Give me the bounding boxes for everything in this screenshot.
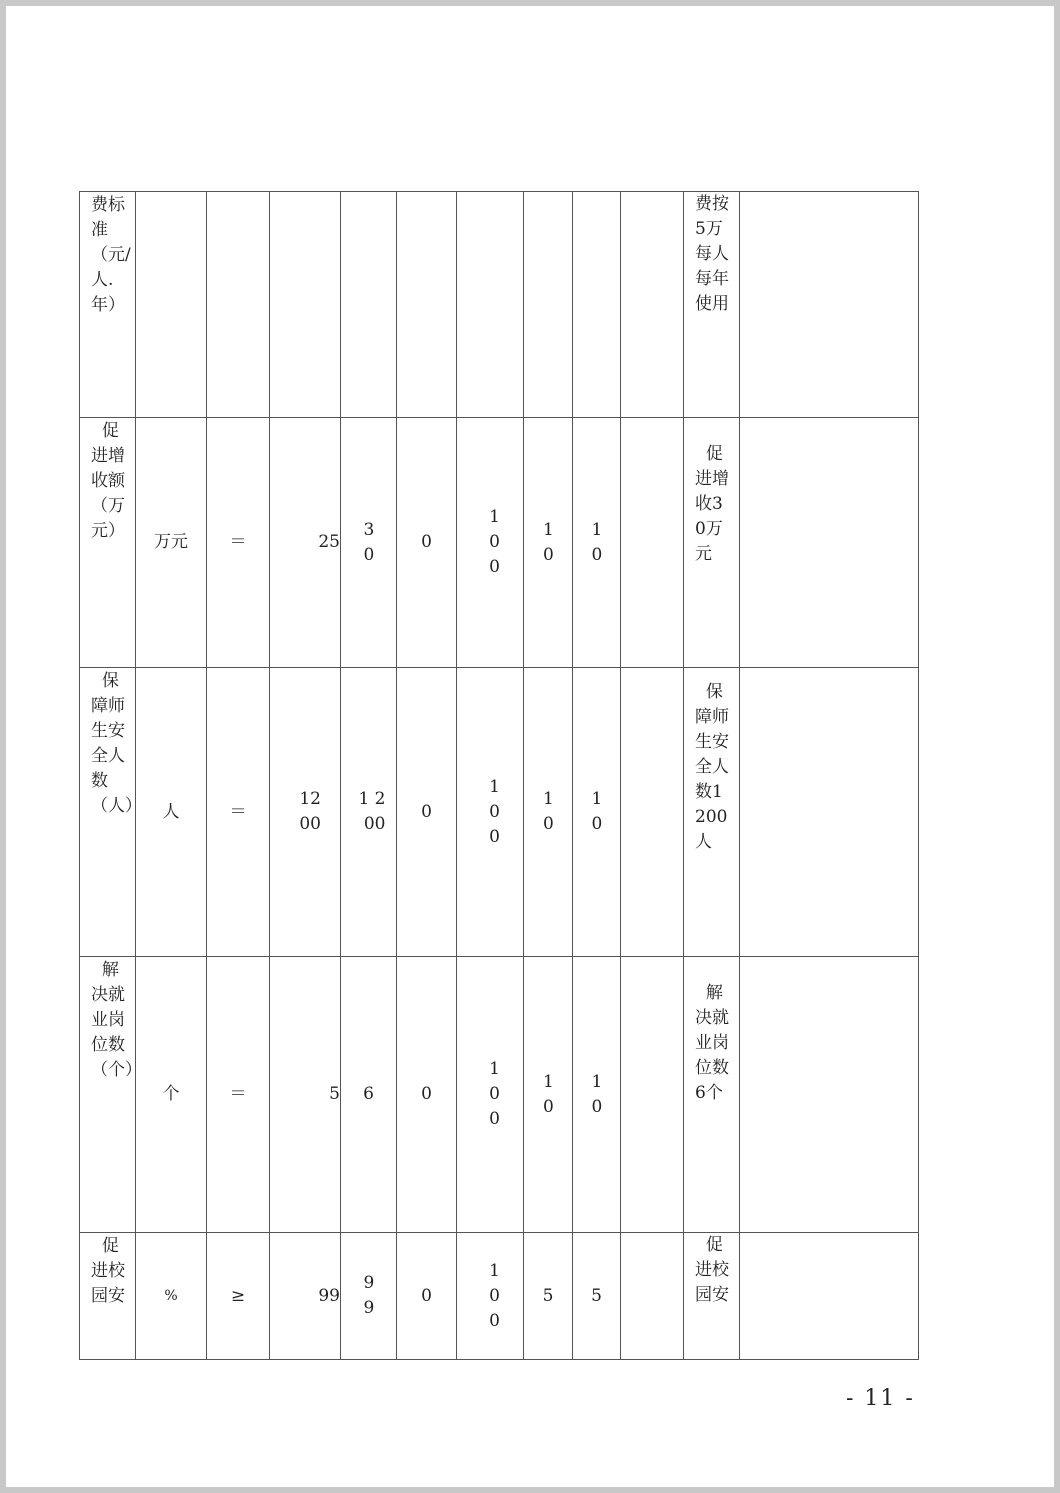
indicator-name: 解决就业岗位数（个） (91, 960, 142, 1080)
remark-cell (740, 192, 919, 418)
note-cell (684, 957, 740, 1233)
blank-cell (621, 957, 684, 1233)
target-cell (341, 668, 397, 957)
value-cell (397, 192, 457, 418)
value-cell (457, 957, 524, 1233)
blank-cell (621, 1233, 684, 1360)
score-text: 10 (543, 789, 554, 834)
note-cell (684, 418, 740, 668)
value-text: 100 (489, 1059, 500, 1129)
operator-text: ＝ (229, 1084, 247, 1104)
score-text: 5 (542, 1285, 554, 1306)
value-cell (457, 1233, 524, 1360)
score-text: 10 (591, 519, 603, 565)
value-text: 0 (421, 1084, 432, 1104)
score-text: 10 (543, 519, 554, 565)
value-cell (397, 1233, 457, 1360)
performance-indicator-table (79, 191, 919, 1360)
score-text: 5 (591, 1285, 602, 1306)
value-cell (457, 668, 524, 957)
value-text: 100 (489, 507, 500, 577)
table-row (80, 192, 919, 418)
unit-cell (136, 668, 207, 957)
note-text: 解决就业岗位数6个 (695, 983, 729, 1103)
note-text: 保障师生安全人数1200人 (695, 682, 729, 852)
indicator-name: 促进增收额（万元） (91, 421, 125, 541)
target-text: 1 200 (358, 789, 386, 834)
operator-text: ≥ (230, 1285, 246, 1306)
note-text: 促进增收30万元 (695, 444, 729, 564)
value-text: 0 (421, 801, 432, 822)
note-text: 促进校园安 (695, 1235, 729, 1305)
target-text: 30 (363, 519, 375, 565)
operator-text: ＝ (229, 532, 247, 552)
table-row (80, 957, 919, 1233)
note-text: 费按5万每人每年使用 (695, 194, 729, 314)
value-cell (457, 418, 524, 668)
operator-cell (207, 418, 270, 668)
indicator-name-cell (80, 957, 142, 1233)
value-cell (397, 418, 457, 668)
operator-cell (207, 192, 270, 418)
baseline-cell (270, 1233, 341, 1360)
score-text: 10 (543, 1071, 554, 1117)
value-text: 0 (421, 532, 432, 552)
baseline-text: 5 (329, 1084, 340, 1104)
operator-cell (207, 1233, 270, 1360)
table-row (80, 418, 919, 668)
remark-cell (740, 418, 919, 668)
unit-text: 人 (162, 801, 180, 822)
unit-cell (136, 957, 207, 1233)
baseline-cell (270, 668, 341, 957)
unit-text: 个 (162, 1084, 180, 1104)
indicator-name: 保障师生安全人数（人） (91, 671, 142, 816)
value-cell (397, 957, 457, 1233)
unit-text: % (164, 1287, 178, 1304)
baseline-text: 99 (318, 1285, 340, 1306)
unit-cell (136, 418, 207, 668)
note-cell (684, 1233, 740, 1360)
target-text: 99 (363, 1273, 375, 1318)
indicator-name-cell (80, 668, 142, 957)
indicator-name: 费标准（元/人.年） (91, 195, 131, 315)
target-cell (341, 192, 397, 418)
remark-cell (740, 957, 919, 1233)
baseline-cell (270, 957, 341, 1233)
indicator-name: 促进校园安 (91, 1236, 125, 1306)
target-cell (341, 1233, 397, 1360)
note-cell (684, 668, 740, 957)
baseline-text: 1200 (299, 789, 321, 834)
score-cell (524, 192, 573, 418)
score-cell (573, 668, 621, 957)
score-cell (524, 418, 573, 668)
score-cell (524, 668, 573, 957)
score-cell (573, 957, 621, 1233)
document-page (6, 6, 1054, 1487)
table-row (80, 668, 919, 957)
table-row (80, 1233, 919, 1360)
unit-text: 万元 (154, 532, 188, 552)
value-cell (457, 192, 524, 418)
value-text: 0 (421, 1285, 432, 1306)
target-text: 6 (363, 1084, 374, 1104)
baseline-cell (270, 418, 341, 668)
value-text: 100 (489, 1260, 500, 1331)
score-cell (573, 1233, 621, 1360)
remark-cell (740, 668, 919, 957)
baseline-cell (270, 192, 341, 418)
unit-cell (136, 192, 207, 418)
remark-cell (740, 1233, 919, 1360)
score-cell (524, 957, 573, 1233)
score-cell (524, 1233, 573, 1360)
operator-text: ＝ (229, 801, 247, 822)
target-cell (341, 418, 397, 668)
score-cell (573, 418, 621, 668)
score-text: 10 (591, 1071, 603, 1117)
indicator-name-cell (80, 192, 136, 418)
indicator-name-cell (80, 418, 136, 668)
value-cell (397, 668, 457, 957)
score-cell (573, 192, 621, 418)
unit-cell (136, 1233, 207, 1360)
indicator-name-cell (80, 1233, 136, 1360)
blank-cell (621, 418, 684, 668)
score-text: 10 (591, 789, 603, 834)
page-number: - 11 - (846, 1386, 915, 1411)
blank-cell (621, 668, 684, 957)
operator-cell (207, 957, 270, 1233)
value-text: 100 (489, 776, 500, 847)
operator-cell (207, 668, 270, 957)
blank-cell (621, 192, 684, 418)
note-cell (684, 192, 740, 418)
target-cell (341, 957, 397, 1233)
baseline-text: 25 (318, 532, 340, 552)
